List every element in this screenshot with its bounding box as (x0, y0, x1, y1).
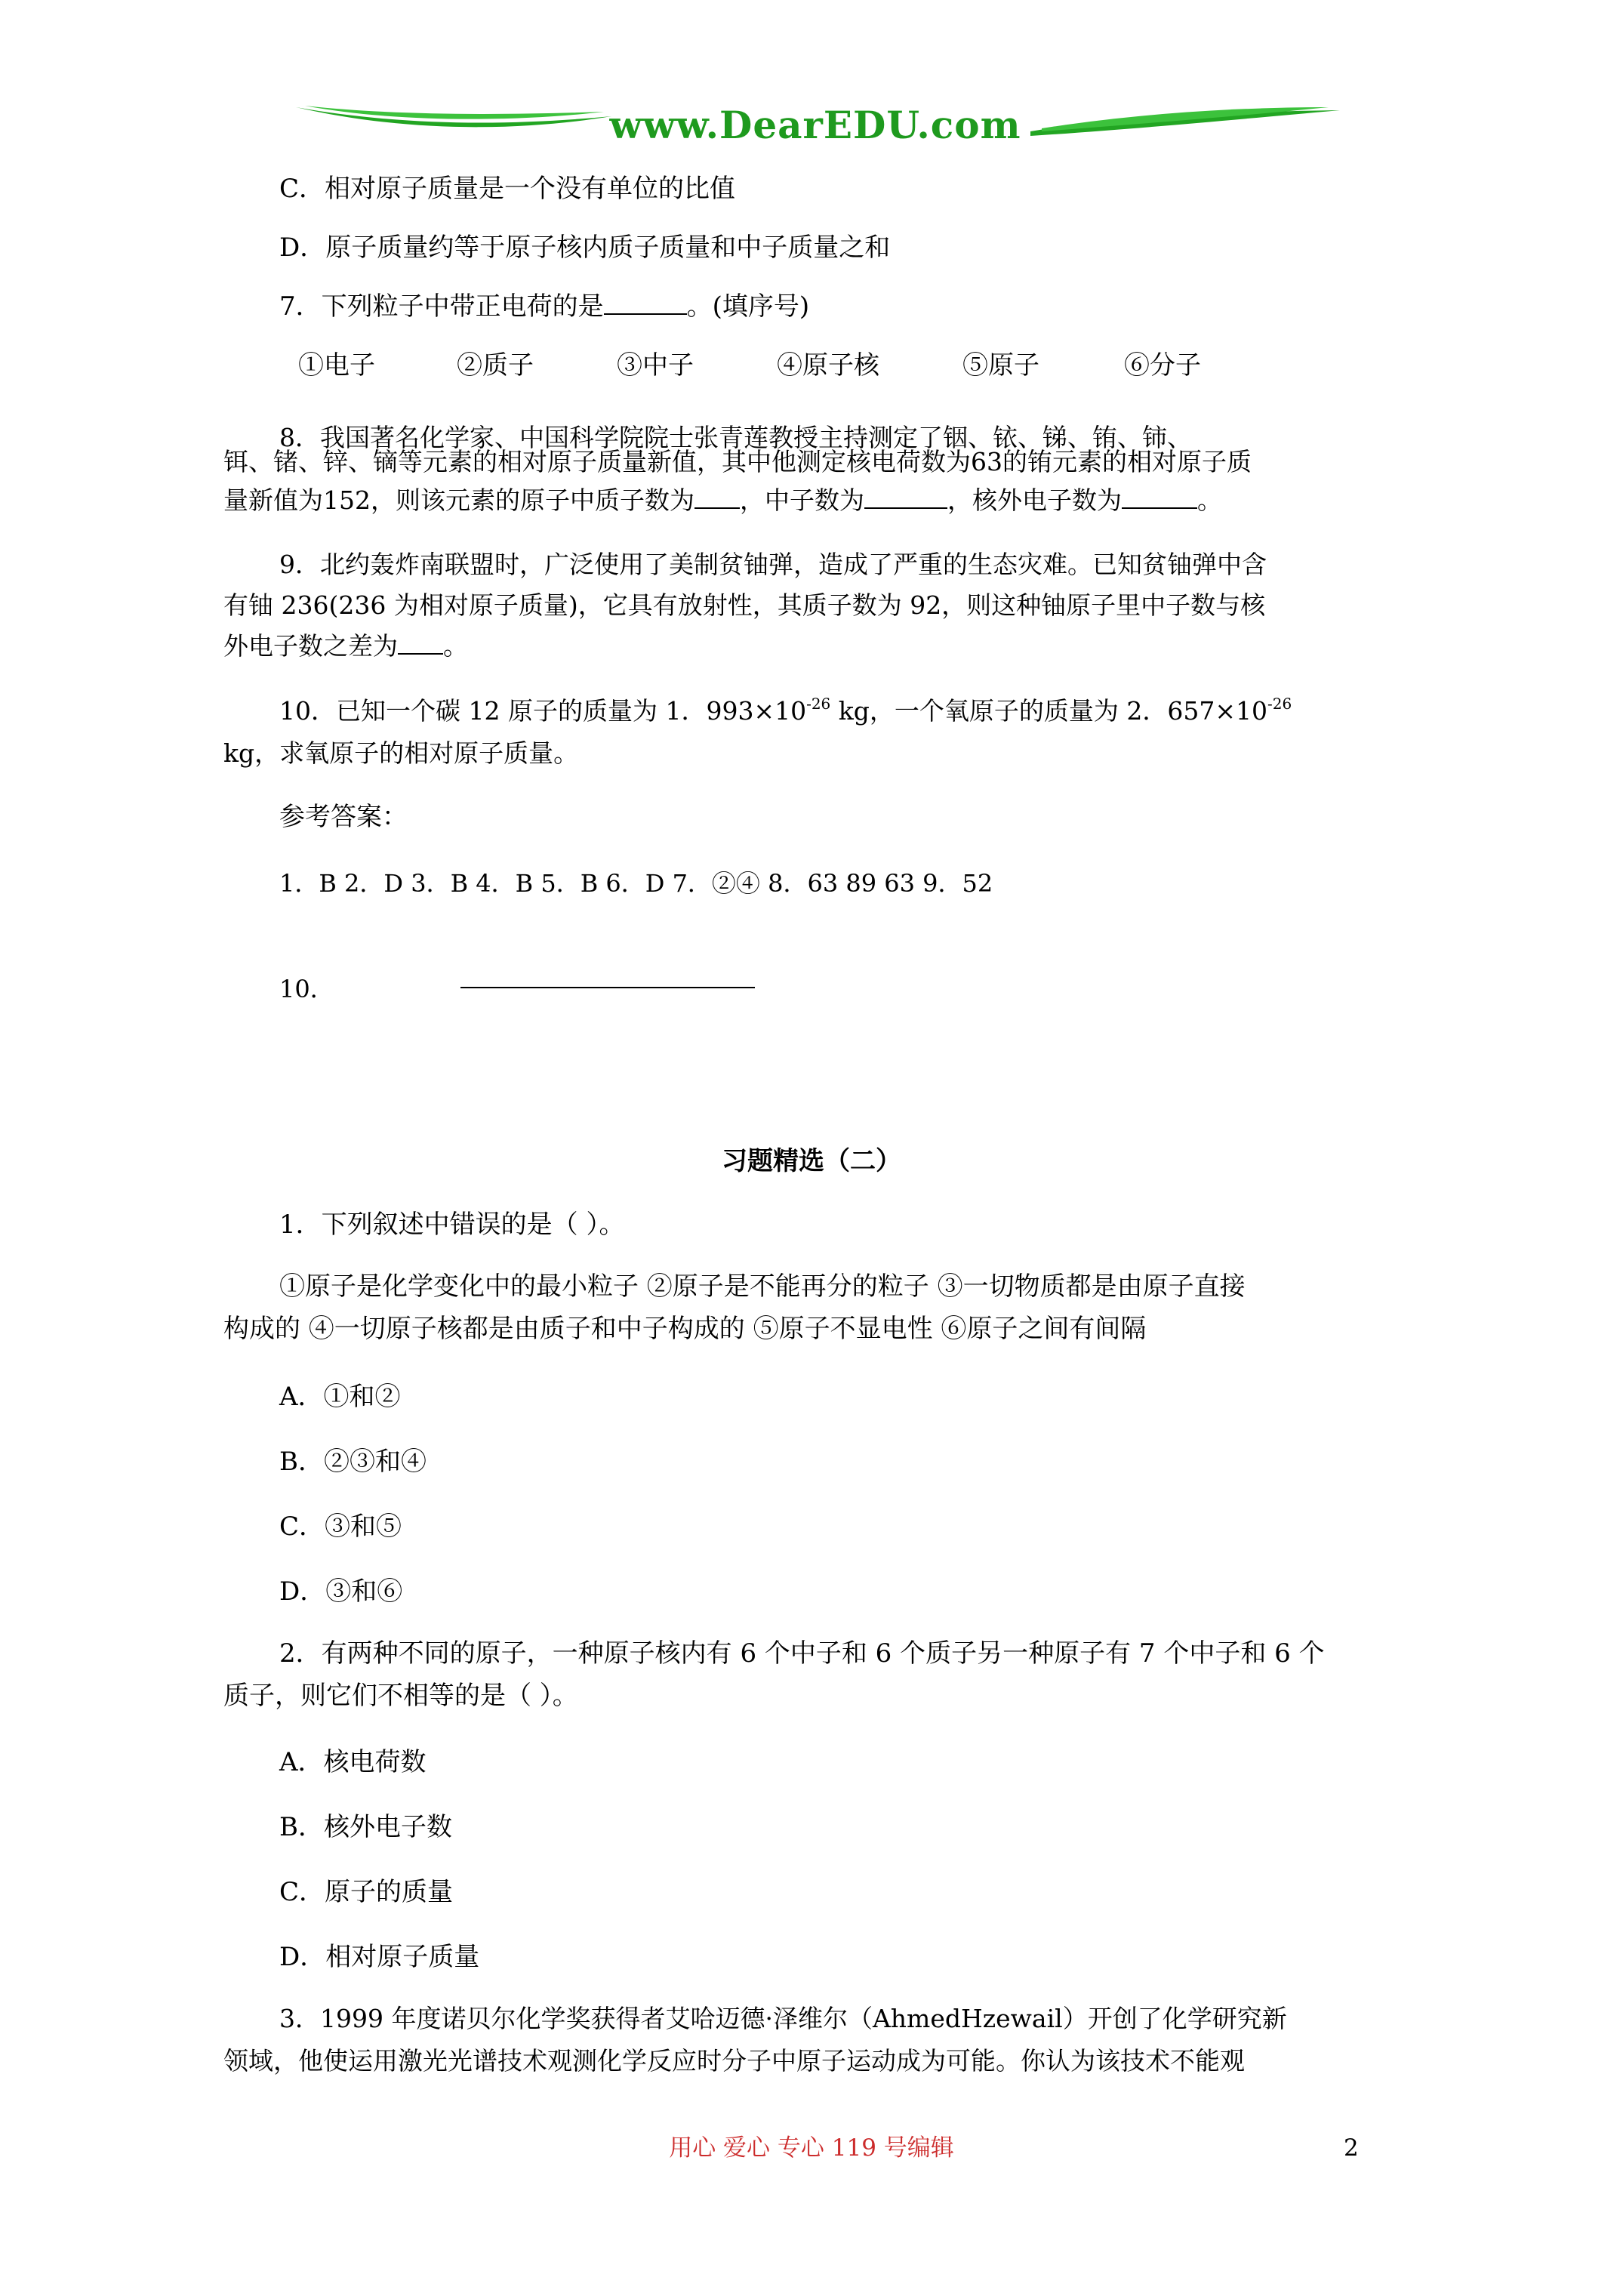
exponent: -26 (1267, 695, 1292, 713)
question-9-line-2: 有铀 236(236 为相对原子质量)，它具有放射性，其质子数为 92，则这种铀原子里中子数与核 (223, 590, 1266, 620)
option-item: ③中子 (617, 350, 694, 381)
question-9-text: 。 (443, 631, 468, 661)
s2-q2-option-c: C．原子的质量 (279, 1877, 454, 1907)
answer-blank (1122, 482, 1197, 509)
option-c-line: C．相对原子质量是一个没有单位的比值 (279, 174, 736, 204)
exponent: -26 (806, 695, 831, 713)
question-10-text: kg，一个氧原子的质量为 2．657×10 (830, 696, 1268, 726)
question-7-options (298, 344, 1201, 387)
s2-question-2-line-2: 质子，则它们不相等的是（ ）。 (223, 1681, 578, 1711)
question-7-tail: 。(填序号) (686, 291, 810, 322)
s2-question-2-line-1: 2．有两种不同的原子，一种原子核内有 6 个中子和 6 个质子另一种原子有 7 个中子和 6 个 (279, 1638, 1325, 1669)
question-8-line-2: 铒、锗、锌、镝等元素的相对原子质量新值，其中他测定核电荷数为63的铕元素的相对原子质 (223, 447, 1252, 476)
question-7 (279, 285, 809, 328)
s2-question-3-line-1: 3．1999 年度诺贝尔化学奖获得者艾哈迈德·泽维尔（AhmedHzewail）开创了化学研究新 (279, 2004, 1287, 2033)
s2-q1-option-a: A．①和② (279, 1382, 401, 1412)
answers-heading: 参考答案： (279, 802, 408, 832)
s2-q2-option-b: B．核外电子数 (279, 1812, 452, 1842)
question-8-text: 量新值为152，则该元素的原子中质子数为 (223, 485, 694, 515)
option-item: ④原子核 (777, 350, 879, 381)
question-8-text: 。 (1197, 485, 1222, 515)
page-number: 2 (1344, 2134, 1359, 2162)
question-8-text: ，核外电子数为 (947, 485, 1122, 515)
question-10-line-2: kg，求氧原子的相对原子质量。 (223, 738, 579, 768)
s2-q1-option-c: C．③和⑤ (279, 1512, 402, 1542)
question-8-line-1: 8．我国著名化学家、中国科学院院士张青莲教授主持测定了铟、铱、锑、铕、铈、 (279, 423, 1192, 452)
answer-blank (604, 288, 687, 315)
option-d-line: D．原子质量约等于原子核内质子质量和中子质量之和 (279, 233, 891, 263)
s2-q2-option-a: A．核电荷数 (279, 1747, 427, 1777)
question-9-line-1: 9．北约轰炸南联盟时，广泛使用了美制贫铀弹，造成了严重的生态灾难。已知贫铀弹中含 (279, 550, 1267, 579)
question-10-line-1 (279, 690, 1292, 732)
option-item: ⑤原子 (962, 350, 1039, 381)
question-9-line-3 (223, 625, 468, 667)
s2-q1-option-b: B．②③和④ (279, 1447, 427, 1477)
question-7-text: 7．下列粒子中带正电荷的是 (279, 291, 604, 322)
question-8-line-3 (223, 479, 1222, 522)
option-item: ①电子 (298, 350, 375, 381)
s2-question-1-statements-2: 构成的 ④一切原子核都是由质子和中子构成的 ⑤原子不显电性 ⑥原子之间有间隔 (223, 1314, 1147, 1344)
answer-blank (694, 482, 740, 509)
s2-question-3-line-2: 领域，他使运用激光光谱技术观测化学反应时分子中原子运动成为可能。你认为该技术不能观 (223, 2046, 1245, 2076)
s2-q2-option-d: D．相对原子质量 (279, 1942, 480, 1972)
answer-blank (398, 627, 443, 655)
answers-line: 1．B 2．D 3．B 4．B 5．B 6．D 7．②④ 8．63 89 63 9．52 (279, 869, 993, 898)
footer-credit: 用心 爱心 专心 119 号编辑 (669, 2134, 954, 2162)
answer-10-label: 10． (279, 975, 334, 1003)
option-item: ②质子 (457, 350, 534, 381)
section-title: 习题精选（二） (722, 1146, 901, 1176)
option-item: ⑥分子 (1124, 350, 1201, 381)
site-header (287, 97, 1344, 157)
answer-blank (864, 482, 947, 509)
s2-question-1-statements-1: ①原子是化学变化中的最小粒子 ②原子是不能再分的粒子 ③一切物质都是由原子直接 (279, 1271, 1246, 1302)
question-10-text: 10．已知一个碳 12 原子的质量为 1．993×10 (279, 696, 807, 726)
site-logo-text: www.DearEDU.com (609, 103, 1021, 147)
fraction-rule (460, 987, 755, 988)
question-8-text: ，中子数为 (740, 485, 864, 515)
question-9-text: 外电子数之差为 (223, 631, 398, 661)
s2-q1-option-d: D．③和⑥ (279, 1576, 403, 1607)
s2-question-1: 1．下列叙述中错误的是（ ）。 (279, 1210, 625, 1240)
